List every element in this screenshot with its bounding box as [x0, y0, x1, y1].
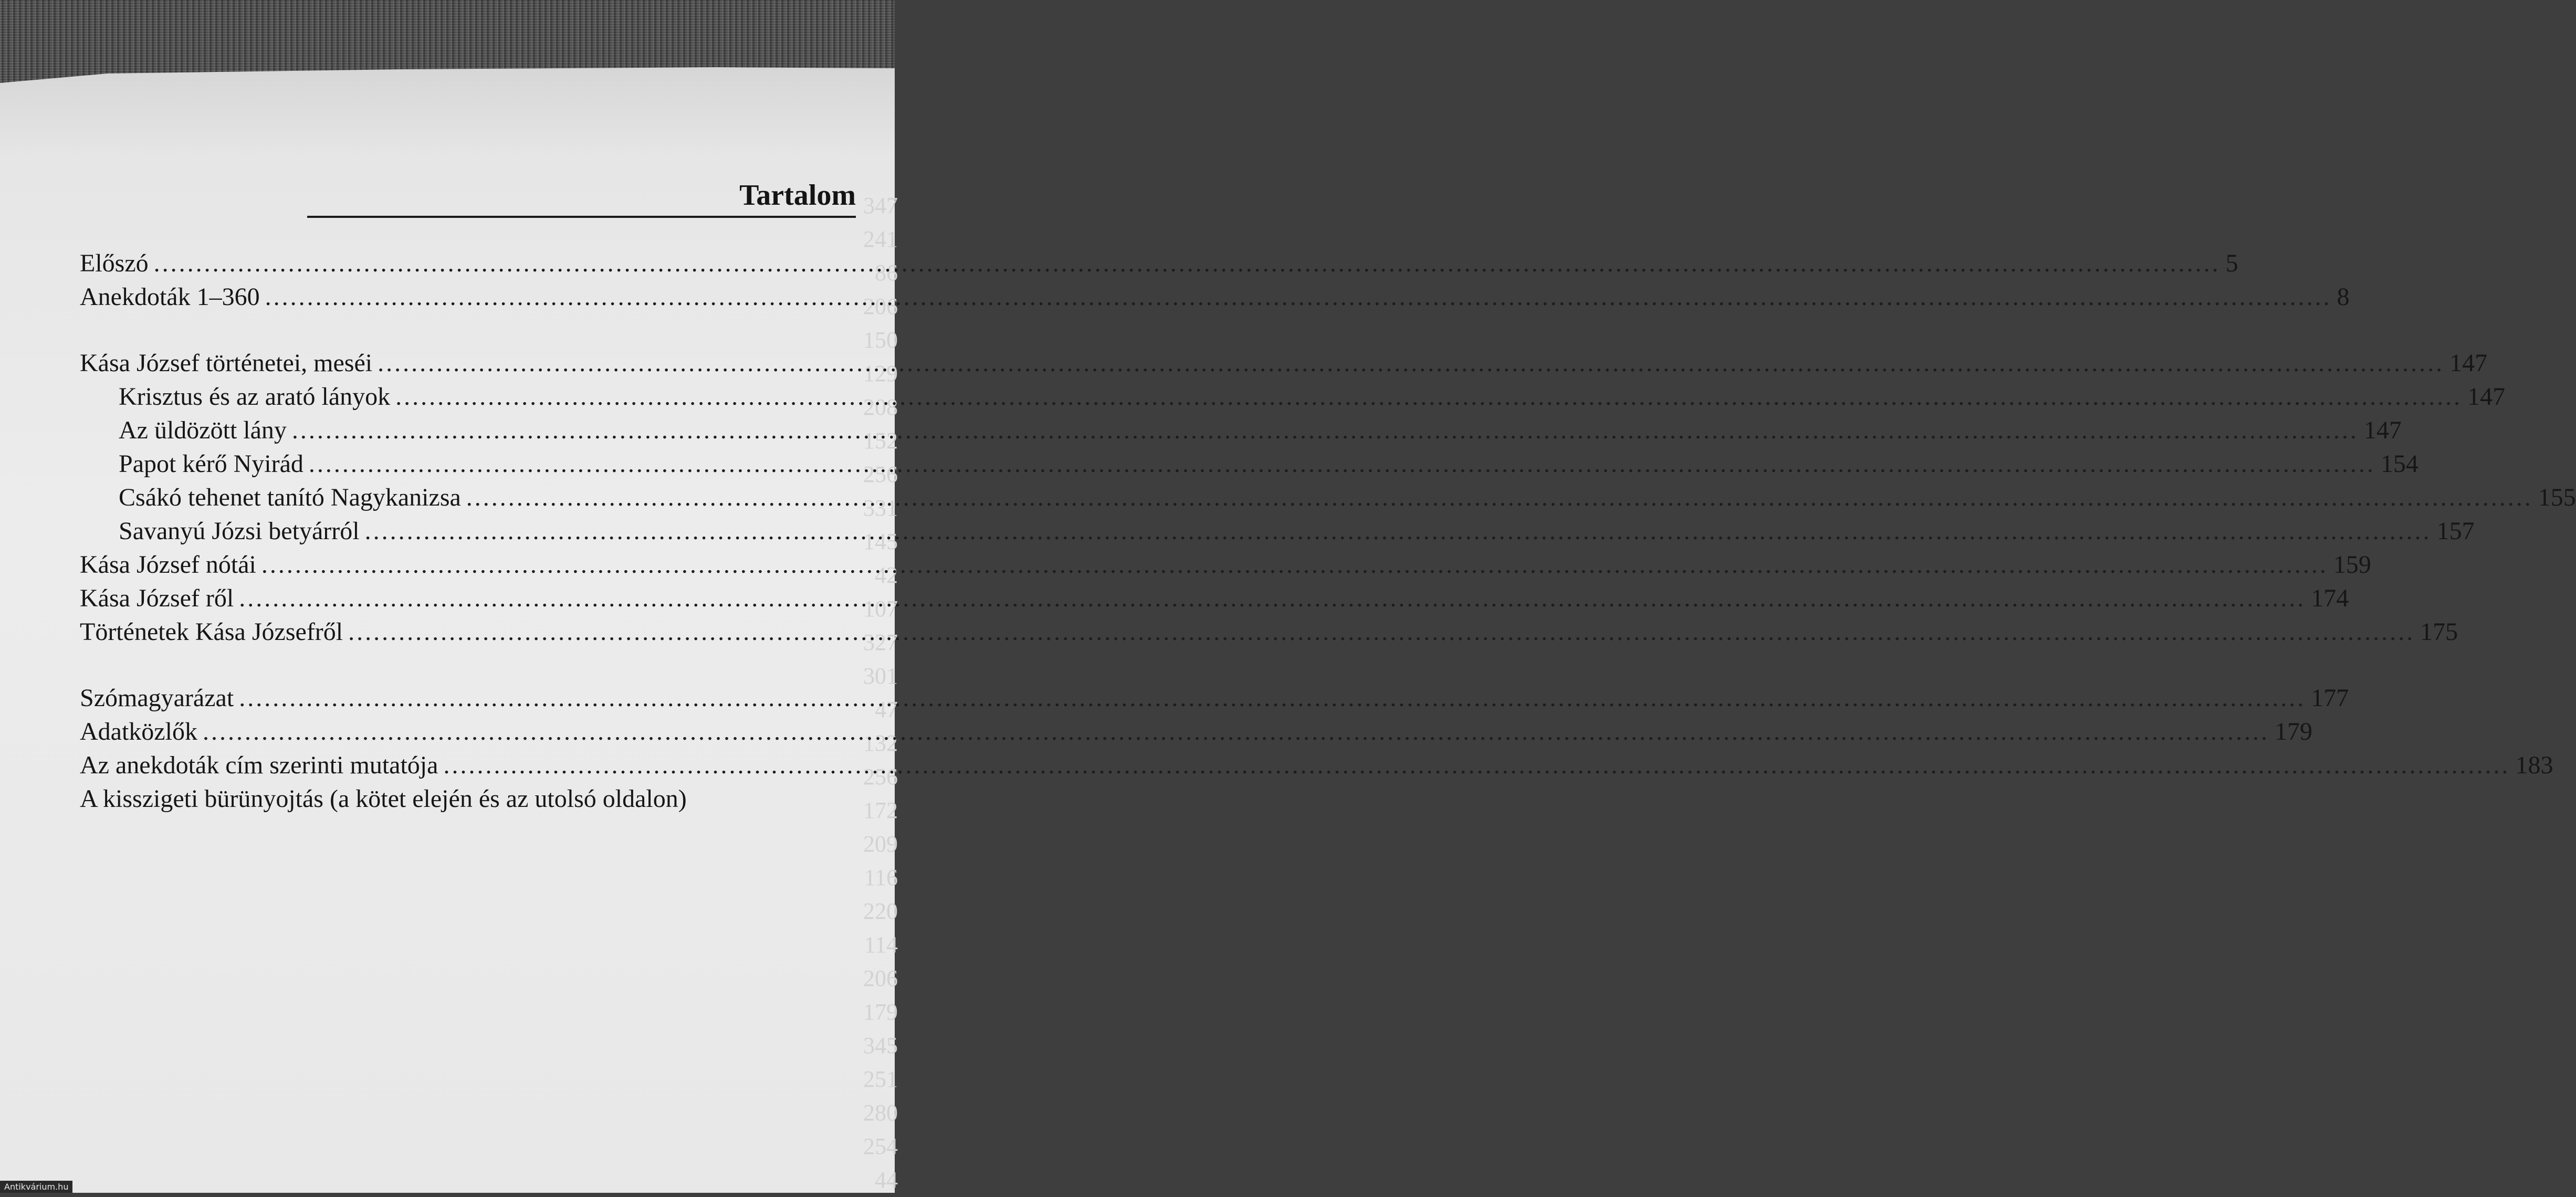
toc-dot-leader [292, 414, 2359, 447]
toc-subentry [80, 414, 2402, 447]
toc-entry-label: Kása József történetei, meséi [80, 349, 373, 377]
page-title: Tartalom [739, 179, 856, 212]
toc-dot-leader [261, 548, 2328, 582]
toc-dot-leader [378, 346, 2444, 380]
toc-entry-label: Történetek Kása Józsefről [80, 618, 343, 646]
toc-entry-page: 183 [2515, 751, 2553, 779]
toc-dot-leader [154, 247, 2221, 280]
toc-entry-page: 157 [2436, 517, 2475, 545]
toc-entry [80, 346, 2488, 380]
toc-entry-page: 175 [2420, 618, 2458, 646]
toc-entry-label: Papot kérő Nyirád [119, 450, 303, 478]
toc-entry [80, 749, 2553, 782]
toc-entry-page: 5 [2225, 249, 2238, 277]
watermark: Antikvárium.hu [0, 1181, 72, 1193]
toc-entry-page: 159 [2333, 551, 2371, 579]
toc-entry-page: 8 [2337, 283, 2350, 311]
toc-entry-page: 147 [2467, 383, 2506, 411]
toc-subentry [80, 380, 2506, 414]
toc-entry-label: Szómagyarázat [80, 684, 234, 712]
toc-entry [80, 582, 2349, 615]
title-underline [307, 216, 856, 218]
toc-entry [80, 615, 2458, 649]
toc-entry-label: Adatközlők [80, 718, 197, 746]
toc-entry-label: Anekdoták 1–360 [80, 283, 260, 311]
toc-dot-leader [239, 681, 2306, 715]
toc-dot-leader [348, 615, 2415, 649]
toc-entry [80, 280, 2350, 314]
toc-entry-label: Előszó [80, 249, 149, 277]
toc-subentry [80, 481, 2576, 514]
bleed-through-text: 347 241 86 206 150 129 208 152 256 331 145 42 107 327 301 47 132 256 172 209 116 220 114 206 179 345 251 280 254 44 [863, 193, 898, 1193]
toc-dot-leader [443, 749, 2510, 782]
toc-entry-label: Krisztus és az arató lányok [119, 383, 391, 411]
toc-dot-leader [466, 481, 2533, 514]
toc-entry [80, 782, 862, 816]
toc-dot-leader [239, 582, 2306, 615]
toc-subentry [80, 447, 2418, 481]
toc-dot-leader [309, 447, 2375, 481]
toc-entry [80, 715, 2312, 749]
toc-entry [80, 247, 2238, 280]
toc-entry-page: 179 [2274, 718, 2312, 746]
toc-entry [80, 548, 2371, 582]
toc-entry-label: Savanyú Józsi betyárról [119, 517, 360, 545]
toc-entry-label: Kása József nótái [80, 551, 256, 579]
toc-entry-label: A kisszigeti bürünyojtás (a kötet elején és az utolsó oldalon) [80, 785, 687, 813]
toc-entry-page: 174 [2311, 584, 2349, 612]
toc-subentry [80, 514, 2475, 548]
toc-entry-label: Az üldözött lány [119, 416, 287, 444]
toc-entry-page: 177 [2311, 684, 2349, 712]
toc-entry-page: 147 [2449, 349, 2488, 377]
toc-dot-leader [265, 280, 2332, 314]
toc-dot-leader [365, 514, 2432, 548]
toc-entry-page: 155 [2538, 484, 2576, 511]
toc-entry-page: 147 [2363, 416, 2402, 444]
toc-entry-page: 154 [2380, 450, 2418, 478]
toc-entry-label: Csákó tehenet tanító Nagykanizsa [119, 484, 461, 511]
toc-entry-label: Az anekdoták cím szerinti mutatója [80, 751, 438, 779]
toc-entry [80, 681, 2349, 715]
toc-dot-leader [395, 380, 2462, 414]
toc-dot-leader [203, 715, 2269, 749]
toc-entry-label: Kása József ről [80, 584, 234, 612]
